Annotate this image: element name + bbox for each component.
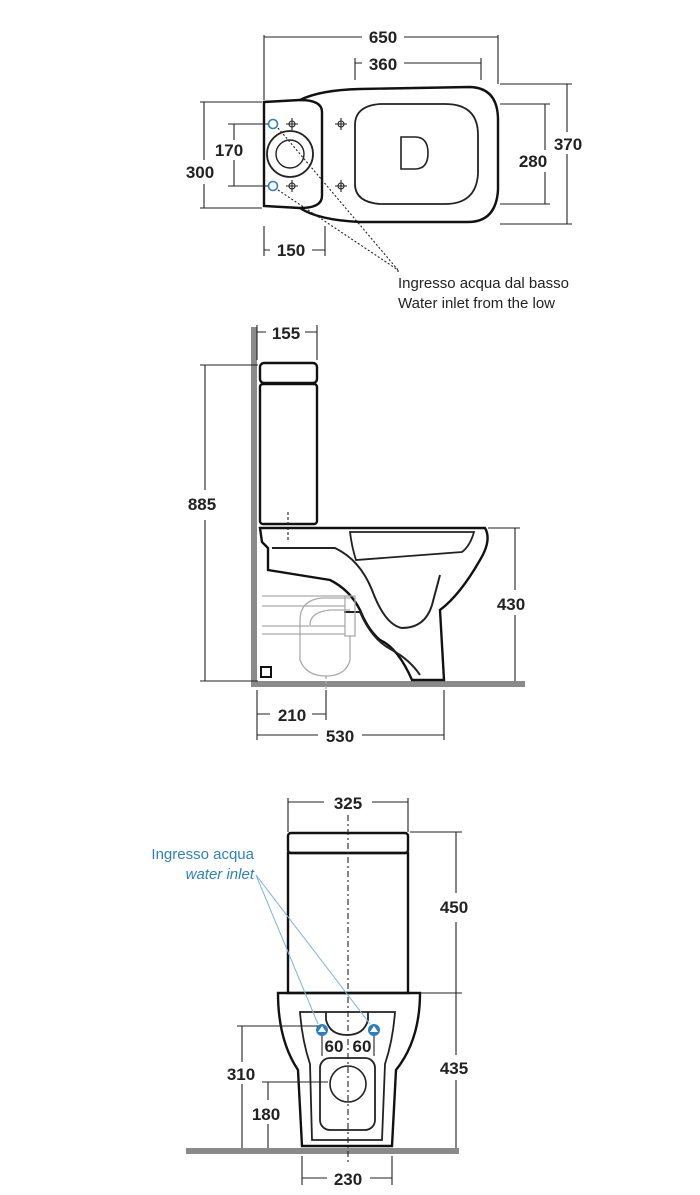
dim-label-230: 230 — [333, 1170, 363, 1189]
dim-label-60-left: 60 — [324, 1037, 344, 1056]
dim-label-300: 300 — [185, 163, 215, 182]
side-view-wall — [251, 327, 257, 687]
dim-label-310: 310 — [226, 1065, 256, 1084]
dim-label-530: 530 — [325, 727, 355, 746]
dim-label-155: 155 — [271, 324, 301, 343]
dim-label-180: 180 — [251, 1105, 281, 1124]
dim-side-885 — [200, 365, 258, 681]
dim-label-150: 150 — [276, 241, 306, 260]
top-view-seat-outline — [355, 104, 478, 204]
side-view-bowl-outline — [260, 528, 488, 680]
dim-label-885: 885 — [187, 495, 217, 514]
top-view-inlet-lower-icon — [269, 182, 278, 191]
dim-rear-310 — [237, 1026, 318, 1148]
rear-view-floor — [186, 1148, 459, 1154]
top-view — [186, 26, 582, 312]
top-view-d-shape — [401, 137, 428, 169]
rear-view-note-leader — [256, 875, 370, 1024]
side-view-tank — [260, 384, 317, 524]
dim-label-360: 360 — [368, 55, 398, 74]
top-view-note-it: Ingresso acqua dal basso — [398, 275, 569, 292]
side-view-pipe — [262, 596, 355, 690]
dim-label-435: 435 — [439, 1059, 469, 1078]
dim-label-650: 650 — [368, 28, 398, 47]
dim-label-210: 210 — [277, 706, 307, 725]
rear-view — [151, 794, 468, 1189]
rear-view-note-en: water inlet — [185, 866, 254, 883]
top-view-bowl-outline — [300, 87, 498, 222]
rear-view-note-it: Ingresso acqua — [151, 846, 254, 863]
rear-view-inlet-right-icon — [368, 1024, 380, 1036]
top-view-fixing-points — [286, 118, 347, 192]
side-view-bowl-inner — [350, 532, 474, 560]
top-view-note-en: Water inlet from the low — [398, 295, 555, 312]
side-view-floor-fixing — [261, 667, 271, 677]
dim-label-60-right: 60 — [352, 1037, 372, 1056]
top-view-outlet-ring — [267, 131, 313, 177]
dim-label-430: 430 — [496, 595, 526, 614]
dim-label-370: 370 — [553, 135, 583, 154]
side-view-floor — [251, 681, 525, 687]
dim-label-170: 170 — [214, 141, 244, 160]
rear-view-bowl-outline — [278, 993, 420, 1146]
dim-label-325: 325 — [333, 794, 363, 813]
side-view — [188, 324, 525, 746]
dim-label-450: 450 — [439, 898, 469, 917]
dim-label-280: 280 — [518, 152, 548, 171]
side-view-tank-lid — [260, 363, 317, 383]
top-view-inlet-upper-icon — [269, 120, 278, 129]
rear-view-top-notch — [326, 1012, 368, 1035]
